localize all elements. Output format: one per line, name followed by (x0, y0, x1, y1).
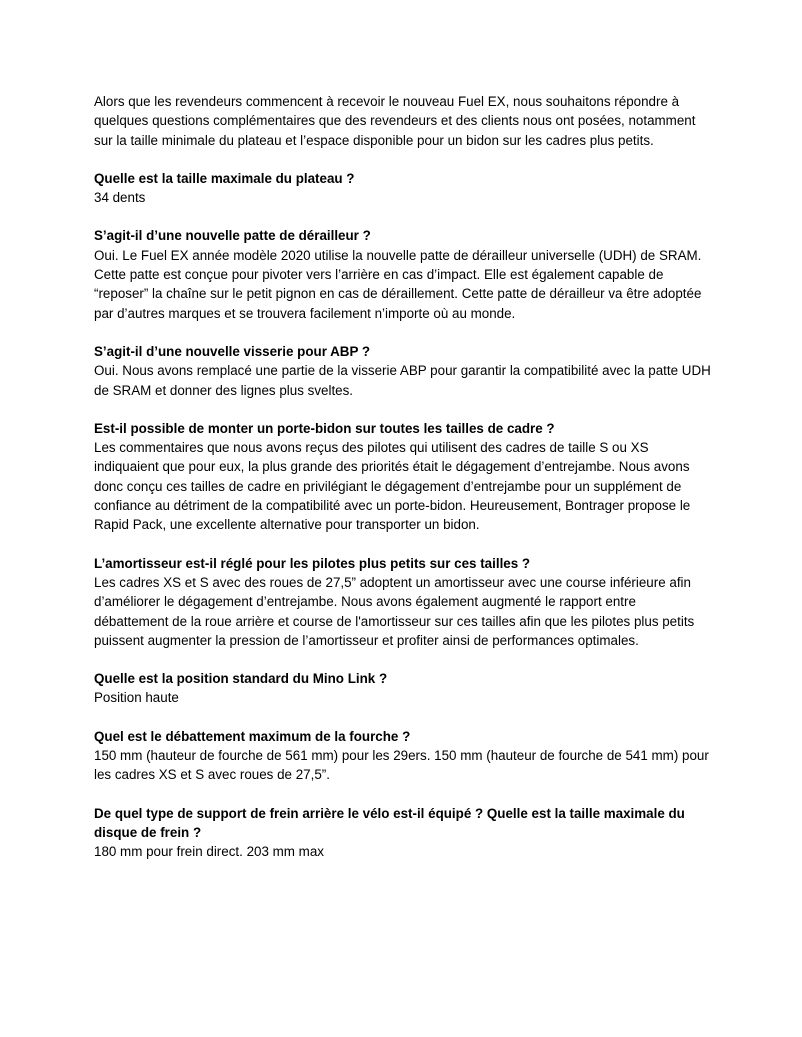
faq-item-brake-mount (94, 804, 714, 862)
faq-question: L’amortisseur est-il réglé pour les pilotes plus petits sur ces tailles ? (94, 555, 531, 571)
faq-item-abp-hardware (94, 342, 714, 400)
faq-question: Quelle est la taille maximale du plateau ? (94, 170, 355, 186)
faq-answer: Position haute (94, 690, 179, 706)
faq-answer: 180 mm pour frein direct. 203 mm max (94, 844, 324, 860)
intro-paragraph: Alors que les revendeurs commencent à recevoir le nouveau Fuel EX, nous souhaitons répondre à quelques questions complémentaires que des revendeurs et des clients nous ont posées, notamment sur la taille minimale du plateau et l’espace disponible pour un bidon sur les cadres plus petits. (94, 94, 696, 148)
faq-question: S’agit-il d’une nouvelle patte de dérailleur ? (94, 228, 371, 244)
faq-item-chainring (94, 169, 714, 208)
faq-question: De quel type de support de frein arrière le vélo est-il équipé ? Quelle est la taille maximale du disque de frein ? (94, 805, 685, 840)
faq-answer: 34 dents (94, 190, 146, 206)
faq-item-bottle-cage (94, 419, 714, 535)
faq-question: Est-il possible de monter un porte-bidon sur toutes les tailles de cadre ? (94, 420, 555, 436)
faq-item-mino-link (94, 669, 714, 708)
faq-question: S’agit-il d’une nouvelle visserie pour ABP ? (94, 343, 371, 359)
faq-item-fork-travel (94, 727, 714, 785)
faq-item-shock-tune (94, 554, 714, 650)
faq-answer: Les commentaires que nous avons reçus des pilotes qui utilisent des cadres de taille S ou XS indiquaient que pour eux, la plus grande des priorités était le dégagement d’entrejambe. Nous avons donc conçu ces tailles de cadre en privilégiant le dégagement d’entrejambe pour un supplément de confiance au détriment de la compatibilité avec un porte-bidon. Heureusement, Bontrager propose le Rapid Pack, une excellente alternative pour transporter un bidon. (94, 440, 691, 533)
document-page (94, 92, 714, 881)
faq-answer: 150 mm (hauteur de fourche de 561 mm) pour les 29ers. 150 mm (hauteur de fourche de 541 mm) pour les cadres XS et S avec roues de 27,5”. (94, 748, 709, 783)
faq-answer: Les cadres XS et S avec des roues de 27,5” adoptent un amortisseur avec une course inférieure afin d’améliorer le dégagement d’entrejambe. Nous avons également augmenté le rapport entre débattement de la roue arrière et course de l'amortisseur sur ces tailles afin que les pilotes plus petits puissent augmenter la pression de l’amortisseur et profiter ainsi de performances optimales. (94, 574, 695, 648)
faq-question: Quelle est la position standard du Mino Link ? (94, 671, 388, 687)
faq-answer: Oui. Nous avons remplacé une partie de la visserie ABP pour garantir la compatibilité avec la patte UDH de SRAM et donner des lignes plus sveltes. (94, 363, 711, 398)
faq-answer: Oui. Le Fuel EX année modèle 2020 utilise la nouvelle patte de dérailleur universelle (UDH) de SRAM. Cette patte est conçue pour pivoter vers l’arrière en cas d’impact. Elle est également capable de “reposer” la chaîne sur le petit pignon en cas de déraillement. Cette patte de dérailleur va être adoptée par d’autres marques et se trouvera facilement n’importe où au monde. (94, 247, 702, 321)
faq-item-derailleur-hanger (94, 226, 714, 322)
faq-question: Quel est le débattement maximum de la fourche ? (94, 728, 411, 744)
